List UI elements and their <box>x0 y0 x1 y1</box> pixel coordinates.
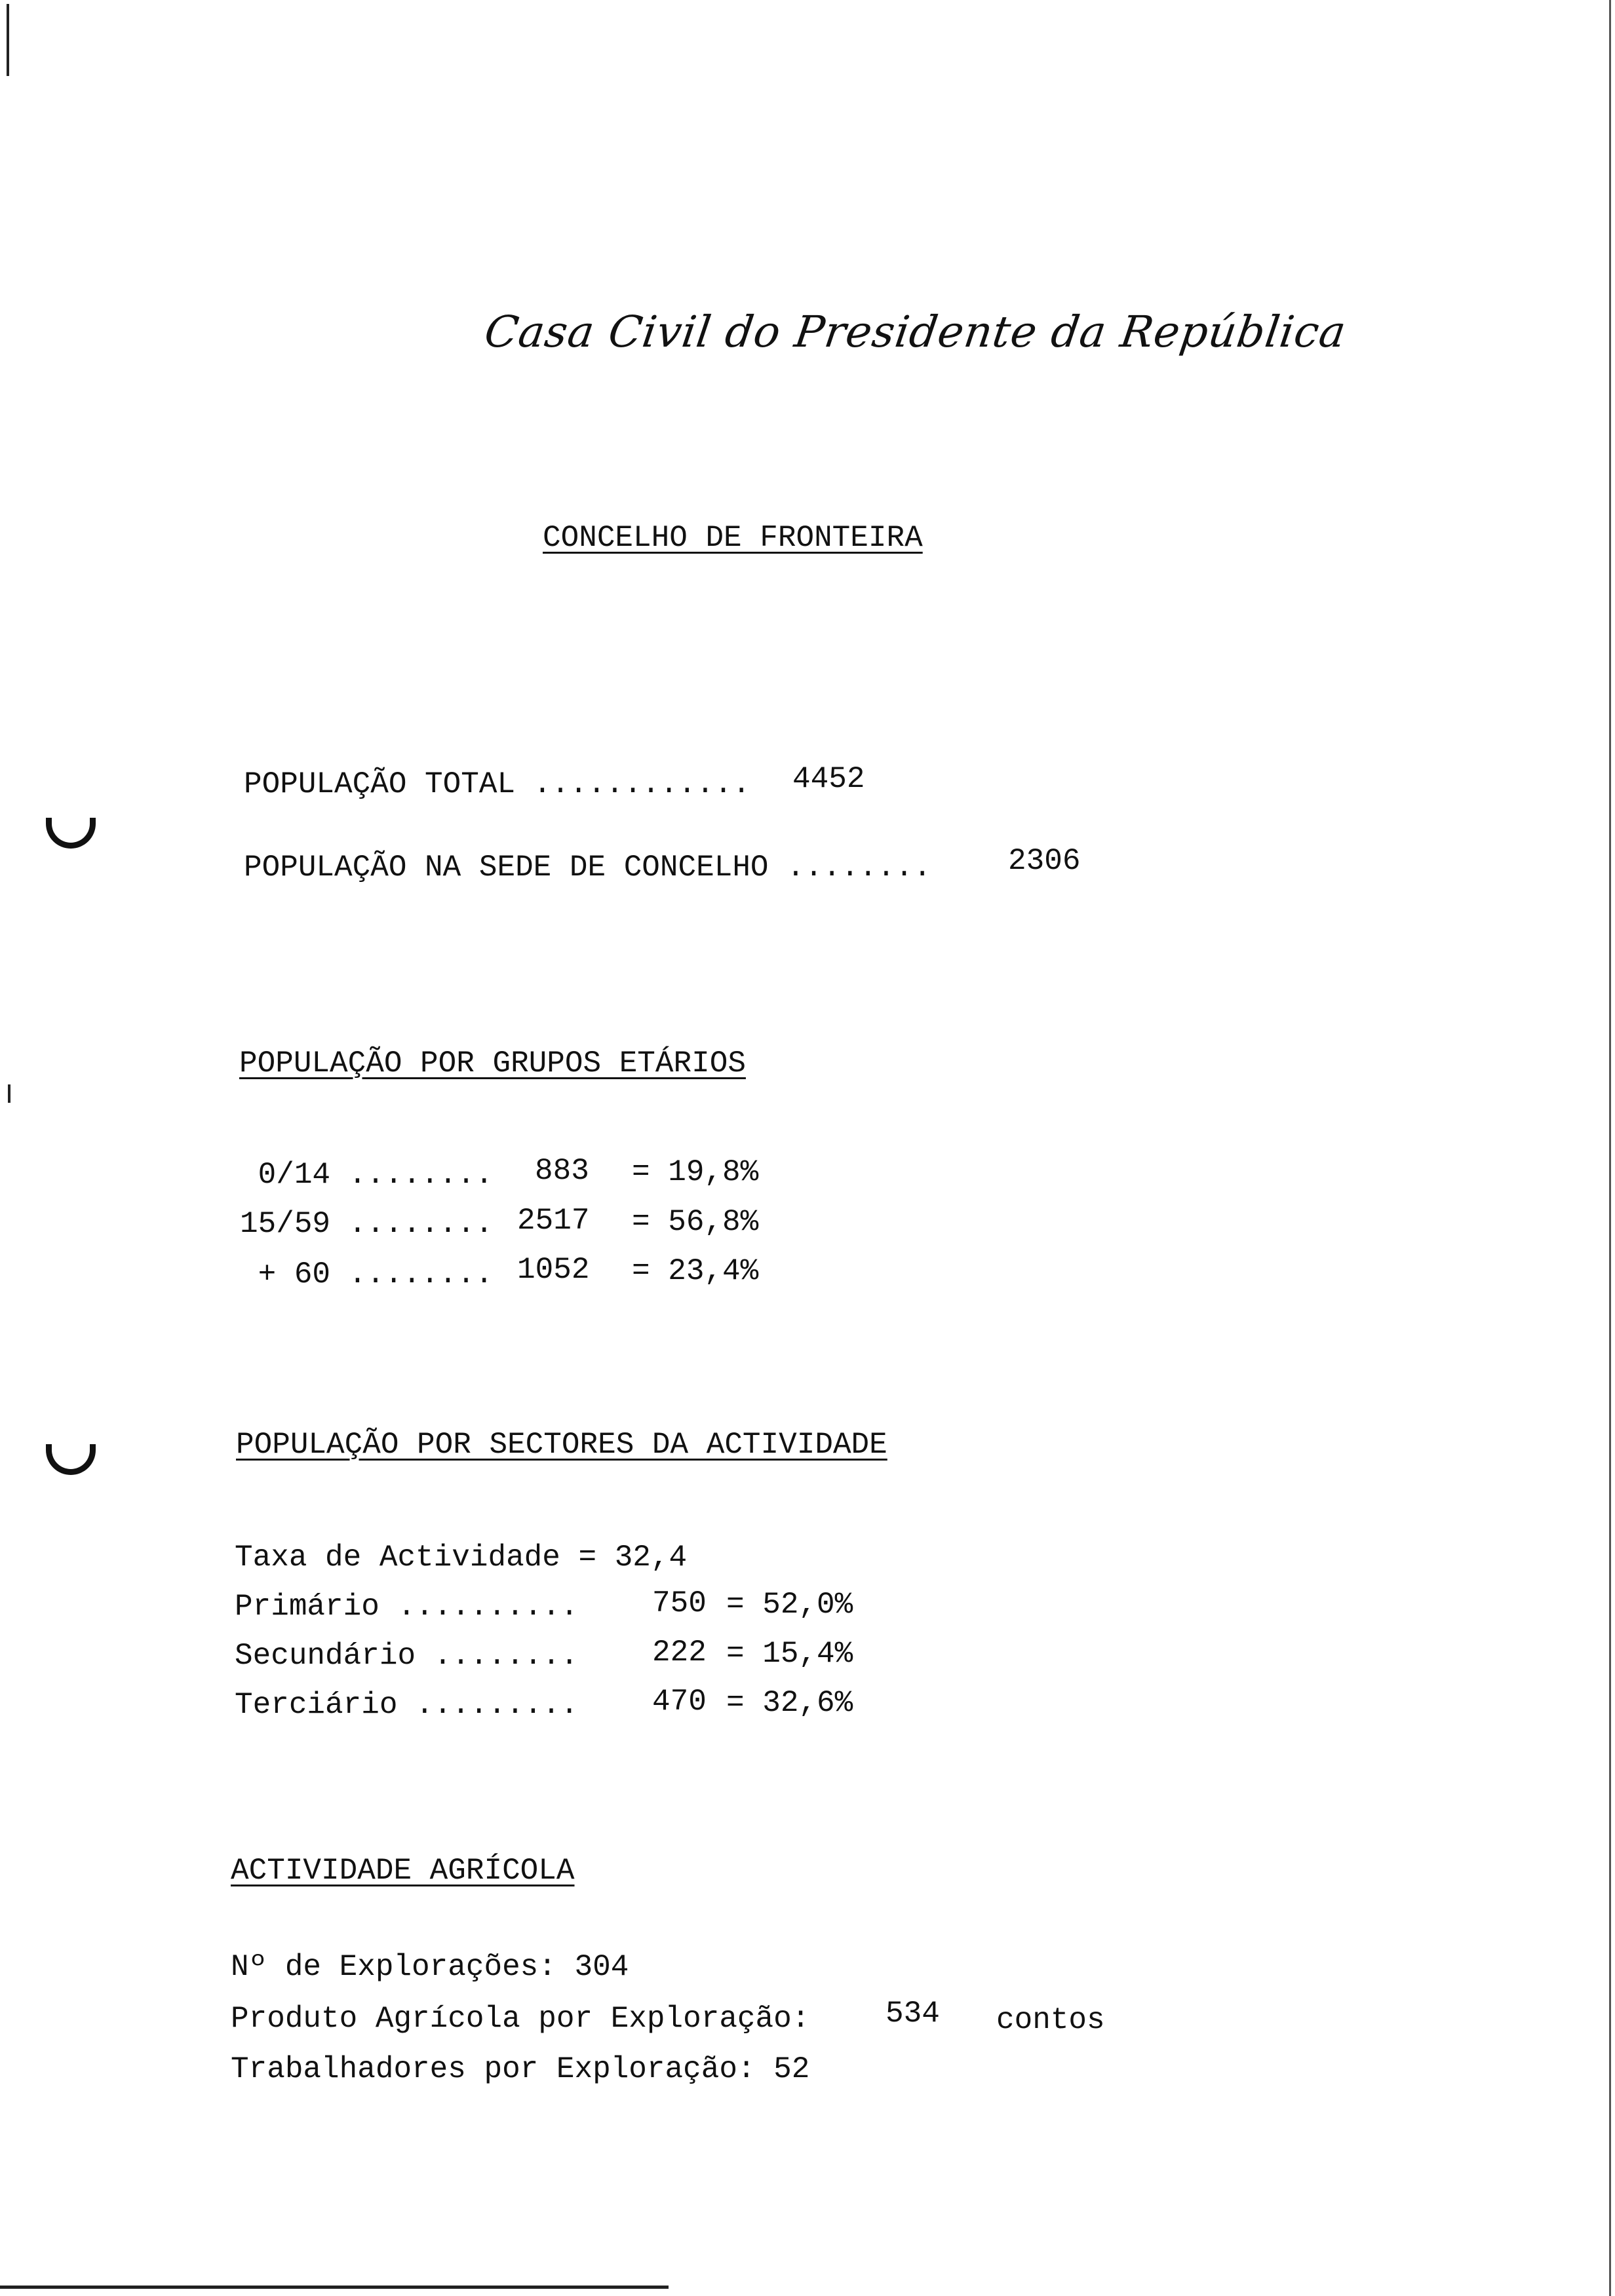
sectors-heading: POPULAÇÃO POR SECTORES DA ACTIVIDADE <box>236 1428 887 1462</box>
scan-edge-right <box>1609 0 1611 2296</box>
product-label: Produto Agrícola por Exploração: <box>231 2002 810 2036</box>
population-seat-label: POPULAÇÃO NA SEDE DE CONCELHO ........ <box>244 851 931 885</box>
check-mark-1 <box>46 818 96 849</box>
age-row-label: 0/14 ........ <box>240 1158 494 1192</box>
sector-row-label: Terciário ......... <box>235 1688 579 1722</box>
check-mark-2 <box>46 1444 96 1475</box>
sector-row-percent: = 32,6% <box>726 1686 853 1720</box>
age-row-value: 883 <box>535 1154 589 1188</box>
activity-rate: Taxa de Actividade = 32,4 <box>235 1540 688 1575</box>
sector-row-percent: = 15,4% <box>726 1637 853 1671</box>
population-total-label: POPULAÇÃO TOTAL ............ <box>244 767 750 801</box>
sector-row-label: Secundário ........ <box>235 1639 579 1673</box>
sector-row-value: 750 <box>652 1586 707 1620</box>
page-title: CONCELHO DE FRONTEIRA <box>543 521 923 555</box>
letterhead: Casa Civil do Presidente da República <box>481 307 1350 357</box>
population-seat-value: 2306 <box>1008 844 1081 878</box>
scan-edge-bottom <box>0 2286 669 2289</box>
population-total-value: 4452 <box>792 762 865 796</box>
workers-per-exploration: Trabalhadores por Exploração: 52 <box>231 2052 810 2086</box>
age-row-percent: = 56,8% <box>632 1205 759 1239</box>
age-row-value: 1052 <box>517 1253 590 1287</box>
sector-row-value: 470 <box>652 1685 707 1719</box>
age-row-label: + 60 ........ <box>240 1257 494 1292</box>
sector-row-value: 222 <box>652 1636 707 1670</box>
age-groups-heading: POPULAÇÃO POR GRUPOS ETÁRIOS <box>239 1046 746 1081</box>
explorations-count: Nº de Explorações: 304 <box>231 1950 629 1984</box>
product-unit: contos <box>996 2003 1105 2037</box>
agriculture-heading: ACTIVIDADE AGRÍCOLA <box>231 1854 575 1888</box>
age-row-label: 15/59 ........ <box>240 1207 494 1241</box>
product-value: 534 <box>885 1997 940 2031</box>
sector-row-percent: = 52,0% <box>726 1588 853 1622</box>
scan-edge-top-left <box>7 4 9 76</box>
scan-edge-left-tick <box>8 1084 10 1103</box>
age-row-percent: = 19,8% <box>632 1155 759 1189</box>
sector-row-label: Primário .......... <box>235 1590 579 1624</box>
age-row-value: 2517 <box>517 1204 590 1238</box>
age-row-percent: = 23,4% <box>632 1254 759 1288</box>
